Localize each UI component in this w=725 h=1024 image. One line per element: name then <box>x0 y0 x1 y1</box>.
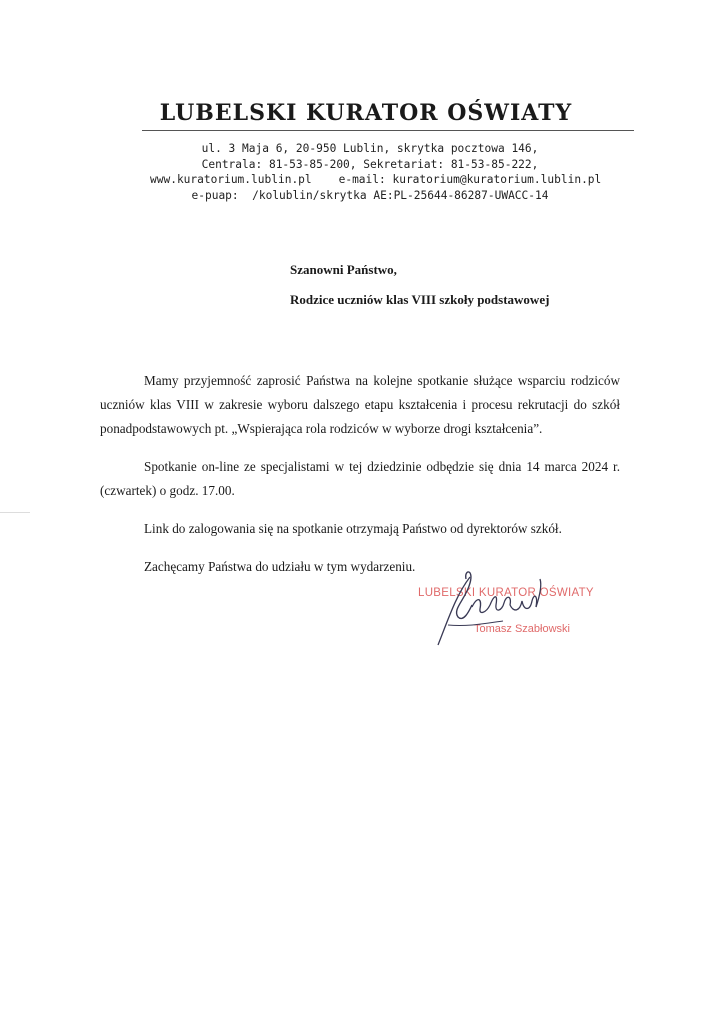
body-paragraph: Zachęcamy Państwa do udziału w tym wydarzeniu. <box>144 559 416 574</box>
scan-edge-mark <box>0 512 30 513</box>
body-paragraph: Link do zalogowania się na spotkanie otrzymają Państwo od dyrektorów szkół. <box>144 521 562 536</box>
stamp-title: LUBELSKI KURATOR OŚWIATY <box>418 587 594 599</box>
handwritten-signature <box>408 565 588 655</box>
address-line: e-puap: /kolublin/skrytka AE:PL-25644-86287-UWACC-14 <box>191 188 549 202</box>
letter-body <box>100 369 620 593</box>
address-line: Centrala: 81-53-85-200, Sekretariat: 81-53-85-222, <box>201 157 539 171</box>
office-title: LUBELSKI KURATOR OŚWIATY <box>159 100 573 126</box>
body-paragraph: Spotkanie on-line ze specjalistami w tej dziedzinie odbędzie się dnia 14 marca 2024 r. (czwartek) o godz. 17.00. <box>100 459 620 498</box>
body-paragraph: Mamy przyjemność zaprosić Państwa na kolejne spotkanie służące wsparciu rodziców uczniów klas VIII w zakresie wyboru dalszego etapu kształcenia i procesu rekrutacji do szkół ponadpodstawowych pt. „Wspierająca rola rodziców w wyborze drogi kształcenia”. <box>100 373 620 436</box>
salutation-greeting: Szanowni Państwo, <box>290 262 397 277</box>
address-line: ul. 3 Maja 6, 20-950 Lublin, skrytka pocztowa 146, <box>201 142 539 155</box>
header-divider <box>142 130 634 131</box>
stamp-name: Tomasz Szabłowski <box>474 623 570 635</box>
salutation-recipients: Rodzice uczniów klas VIII szkoły podstawowej <box>290 292 550 307</box>
office-address <box>150 141 602 203</box>
address-line: www.kuratorium.lublin.pl e-mail: kuratorium@kuratorium.lublin.pl <box>150 173 602 186</box>
